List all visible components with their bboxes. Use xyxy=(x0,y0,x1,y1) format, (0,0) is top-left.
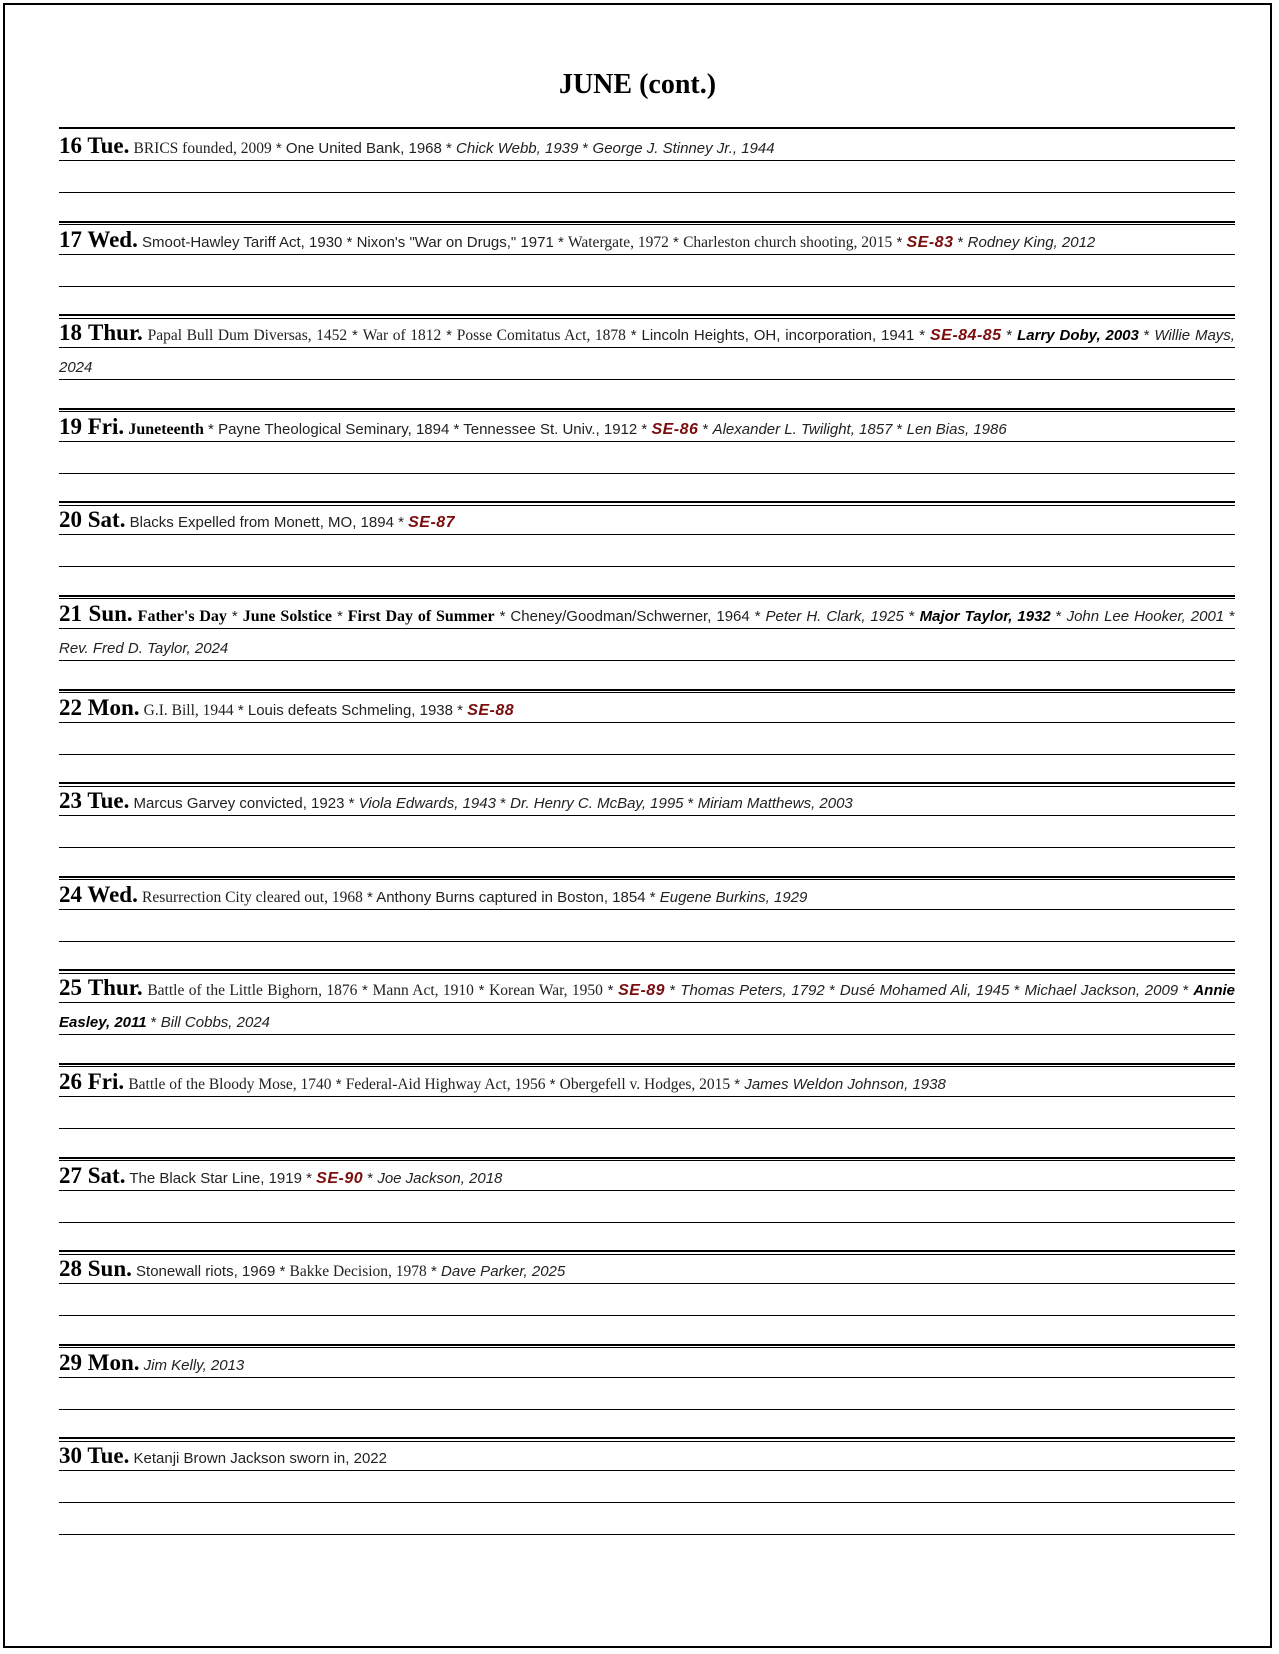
event-item: Larry Doby, 2003 xyxy=(1017,327,1139,344)
event-item: One United Bank, 1968 xyxy=(285,140,442,157)
separator-star: * xyxy=(625,327,642,344)
day-label: 24 Wed. xyxy=(59,882,138,907)
separator-star: * xyxy=(665,982,681,999)
event-item: June Solstice xyxy=(242,608,332,625)
page-frame xyxy=(3,3,1272,1648)
event-item: Bakke Decision, 1978 xyxy=(289,1263,427,1280)
writing-line xyxy=(59,1315,1235,1316)
event-item: Watergate, 1972 xyxy=(567,234,669,251)
event-item: Posse Comitatus Act, 1878 xyxy=(456,327,626,344)
separator-star: * xyxy=(393,514,409,531)
day-separator xyxy=(59,314,1235,316)
day-events xyxy=(59,504,1235,539)
event-item: The Black Star Line, 1919 xyxy=(129,1170,302,1187)
day-events xyxy=(59,130,1235,165)
event-item: SE-87 xyxy=(408,514,456,531)
day-label: 22 Mon. xyxy=(59,695,140,720)
writing-line xyxy=(59,1534,1235,1535)
event-item: Peter H. Clark, 1925 xyxy=(765,608,904,625)
writing-line xyxy=(59,847,1235,848)
day-separator xyxy=(59,595,1235,597)
event-item: Major Taylor, 1932 xyxy=(919,608,1051,625)
separator-star: * xyxy=(602,982,619,999)
day-separator xyxy=(59,221,1235,223)
day-events xyxy=(59,1347,1235,1382)
day-entry xyxy=(59,1250,1235,1348)
day-events xyxy=(59,1066,1235,1101)
separator-star: * xyxy=(494,608,511,625)
day-entry xyxy=(59,1437,1235,1535)
day-label: 19 Fri. xyxy=(59,414,125,439)
event-item: Papal Bull Dum Diversas, 1452 xyxy=(147,327,348,344)
day-events xyxy=(59,1440,1235,1475)
event-item: War of 1812 xyxy=(362,327,442,344)
event-item: Smoot-Hawley Tariff Act, 1930 xyxy=(142,234,343,251)
event-item: SE-86 xyxy=(651,421,699,438)
day-events xyxy=(59,1253,1235,1288)
day-events xyxy=(59,598,1235,665)
separator-star: * xyxy=(892,234,907,251)
separator-star: * xyxy=(578,140,593,157)
event-item: G.I. Bill, 1944 xyxy=(143,702,234,719)
day-separator xyxy=(59,782,1235,784)
event-item: Miriam Matthews, 2003 xyxy=(697,795,853,812)
separator-star: * xyxy=(730,1076,745,1093)
day-entry xyxy=(59,1157,1235,1255)
separator-star: * xyxy=(226,608,243,625)
separator-star: * xyxy=(331,1076,346,1093)
event-item: Federal-Aid Highway Act, 1956 xyxy=(345,1076,546,1093)
event-item: First Day of Summer xyxy=(347,608,495,625)
day-separator xyxy=(59,1063,1235,1065)
event-item: Resurrection City cleared out, 1968 xyxy=(142,889,363,906)
day-label: 29 Mon. xyxy=(59,1350,140,1375)
day-label: 27 Sat. xyxy=(59,1163,126,1188)
day-entry xyxy=(59,689,1235,787)
writing-line xyxy=(59,1502,1235,1503)
day-entry xyxy=(59,314,1235,412)
event-item: Marcus Garvey convicted, 1923 xyxy=(133,795,345,812)
event-item: Bill Cobbs, 2024 xyxy=(160,1014,270,1031)
event-item: Chick Webb, 1939 xyxy=(456,140,579,157)
event-item: Viola Edwards, 1943 xyxy=(358,795,496,812)
event-item: SE-84-85 xyxy=(929,327,1002,344)
event-item: Blacks Expelled from Monett, MO, 1894 xyxy=(129,514,394,531)
separator-star: * xyxy=(1224,608,1235,625)
event-item: Obergefell v. Hodges, 2015 xyxy=(559,1076,731,1093)
day-label: 30 Tue. xyxy=(59,1443,130,1468)
event-item: Charleston church shooting, 2015 xyxy=(683,234,893,251)
separator-star: * xyxy=(203,421,219,438)
writing-line xyxy=(59,754,1235,755)
event-item: Cheney/Goodman/Schwerner, 1964 xyxy=(510,608,750,625)
day-label: 16 Tue. xyxy=(59,133,130,158)
event-item: Battle of the Little Bighorn, 1876 xyxy=(147,982,358,999)
day-separator xyxy=(59,689,1235,691)
separator-star: * xyxy=(698,421,713,438)
separator-star: * xyxy=(441,327,457,344)
event-item: John Lee Hooker, 2001 xyxy=(1066,608,1225,625)
writing-line xyxy=(59,286,1235,287)
day-entry xyxy=(59,969,1235,1067)
separator-star: * xyxy=(645,889,660,906)
separator-star: * xyxy=(473,982,490,999)
day-separator xyxy=(59,1250,1235,1252)
day-entry xyxy=(59,876,1235,974)
event-item: Len Bias, 1986 xyxy=(906,421,1007,438)
event-item: Rev. Fred D. Taylor, 2024 xyxy=(59,640,229,657)
writing-line xyxy=(59,1128,1235,1129)
day-events xyxy=(59,692,1235,727)
day-events xyxy=(59,411,1235,446)
day-entry xyxy=(59,408,1235,506)
separator-star: * xyxy=(668,234,684,251)
event-item: Rodney King, 2012 xyxy=(967,234,1096,251)
writing-line xyxy=(59,192,1235,193)
event-item: Juneteenth xyxy=(128,421,204,438)
event-item: Joe Jackson, 2018 xyxy=(377,1170,503,1187)
separator-star: * xyxy=(637,421,652,438)
separator-star: * xyxy=(1009,982,1025,999)
day-entry xyxy=(59,782,1235,880)
day-label: 17 Wed. xyxy=(59,227,138,252)
day-separator xyxy=(59,1157,1235,1159)
event-item: Battle of the Bloody Mose, 1740 xyxy=(128,1076,332,1093)
separator-star: * xyxy=(363,1170,378,1187)
day-separator xyxy=(59,876,1235,878)
day-label: 26 Fri. xyxy=(59,1069,125,1094)
separator-star: * xyxy=(449,421,464,438)
event-item: Alexander L. Twilight, 1857 xyxy=(712,421,893,438)
day-label: 20 Sat. xyxy=(59,507,126,532)
day-entry xyxy=(59,1344,1235,1442)
event-item: Thomas Peters, 1792 xyxy=(680,982,825,999)
separator-star: * xyxy=(903,608,920,625)
separator-star: * xyxy=(1001,327,1018,344)
day-label: 21 Sun. xyxy=(59,601,133,626)
separator-star: * xyxy=(453,702,468,719)
writing-line xyxy=(59,1222,1235,1223)
event-item: Dave Parker, 2025 xyxy=(441,1263,566,1280)
separator-star: * xyxy=(545,1076,560,1093)
separator-star: * xyxy=(1178,982,1194,999)
event-item: Mann Act, 1910 xyxy=(372,982,474,999)
event-item: Korean War, 1950 xyxy=(489,982,603,999)
writing-line xyxy=(59,1409,1235,1410)
event-item: Annie Easley, 2011 xyxy=(59,982,1236,1031)
day-events xyxy=(59,879,1235,914)
separator-star: * xyxy=(275,1263,290,1280)
event-item: Anthony Burns captured in Boston, 1854 xyxy=(376,889,646,906)
day-entry xyxy=(59,595,1235,693)
separator-star: * xyxy=(892,421,907,438)
day-label: 25 Thur. xyxy=(59,975,143,1000)
separator-star: * xyxy=(233,702,248,719)
writing-line xyxy=(59,566,1235,567)
separator-star: * xyxy=(441,140,457,157)
separator-star: * xyxy=(553,234,568,251)
day-separator xyxy=(59,1344,1235,1346)
separator-star: * xyxy=(683,795,698,812)
event-item: SE-83 xyxy=(906,234,954,251)
day-separator xyxy=(59,1437,1235,1439)
event-item: Michael Jackson, 2009 xyxy=(1024,982,1179,999)
day-entry xyxy=(59,1063,1235,1161)
event-item: George J. Stinney Jr., 1944 xyxy=(592,140,775,157)
separator-star: * xyxy=(426,1263,441,1280)
writing-line xyxy=(59,941,1235,942)
day-separator xyxy=(59,501,1235,503)
event-item: Stonewall riots, 1969 xyxy=(136,1263,276,1280)
event-item: BRICS founded, 2009 xyxy=(133,140,272,157)
separator-star: * xyxy=(824,982,840,999)
event-item: SE-88 xyxy=(467,702,515,719)
event-item: Dusé Mohamed Ali, 1945 xyxy=(839,982,1010,999)
day-separator xyxy=(59,408,1235,410)
day-entry xyxy=(59,127,1235,225)
event-item: Jim Kelly, 2013 xyxy=(143,1357,245,1374)
event-item: Payne Theological Seminary, 1894 xyxy=(218,421,450,438)
day-entry xyxy=(59,221,1235,319)
separator-star: * xyxy=(495,795,511,812)
day-label: 23 Tue. xyxy=(59,788,130,813)
separator-star: * xyxy=(331,608,348,625)
day-entry xyxy=(59,501,1235,599)
separator-star: * xyxy=(1050,608,1067,625)
separator-star: * xyxy=(362,889,377,906)
event-item: SE-89 xyxy=(618,982,666,999)
separator-star: * xyxy=(271,140,286,157)
writing-line xyxy=(59,473,1235,474)
separator-star: * xyxy=(1138,327,1155,344)
event-item: Lincoln Heights, OH, incorporation, 1941 xyxy=(641,327,915,344)
event-item: Tennessee St. Univ., 1912 xyxy=(463,421,638,438)
event-item: SE-90 xyxy=(316,1170,364,1187)
day-events xyxy=(59,785,1235,820)
page-title: JUNE (cont.) xyxy=(558,69,717,100)
separator-star: * xyxy=(344,795,359,812)
event-item: Willie Mays, 2024 xyxy=(59,327,1235,376)
event-item: Eugene Burkins, 1929 xyxy=(659,889,808,906)
separator-star: * xyxy=(301,1170,317,1187)
day-events xyxy=(59,317,1235,384)
event-item: James Weldon Johnson, 1938 xyxy=(744,1076,946,1093)
separator-star: * xyxy=(347,327,363,344)
separator-star: * xyxy=(914,327,930,344)
day-label: 28 Sun. xyxy=(59,1256,132,1281)
event-item: Father's Day xyxy=(137,608,227,625)
separator-star: * xyxy=(342,234,357,251)
event-item: Ketanji Brown Jackson sworn in, 2022 xyxy=(133,1450,387,1467)
separator-star: * xyxy=(749,608,766,625)
separator-star: * xyxy=(146,1014,161,1031)
day-separator xyxy=(59,969,1235,971)
event-item: Nixon's "War on Drugs," 1971 xyxy=(356,234,554,251)
day-events xyxy=(59,224,1235,259)
separator-star: * xyxy=(357,982,373,999)
day-label: 18 Thur. xyxy=(59,320,143,345)
event-item: Dr. Henry C. McBay, 1995 xyxy=(510,795,684,812)
day-events xyxy=(59,972,1235,1039)
separator-star: * xyxy=(953,234,968,251)
day-separator xyxy=(59,127,1235,129)
day-events xyxy=(59,1160,1235,1195)
event-item: Louis defeats Schmeling, 1938 xyxy=(247,702,453,719)
